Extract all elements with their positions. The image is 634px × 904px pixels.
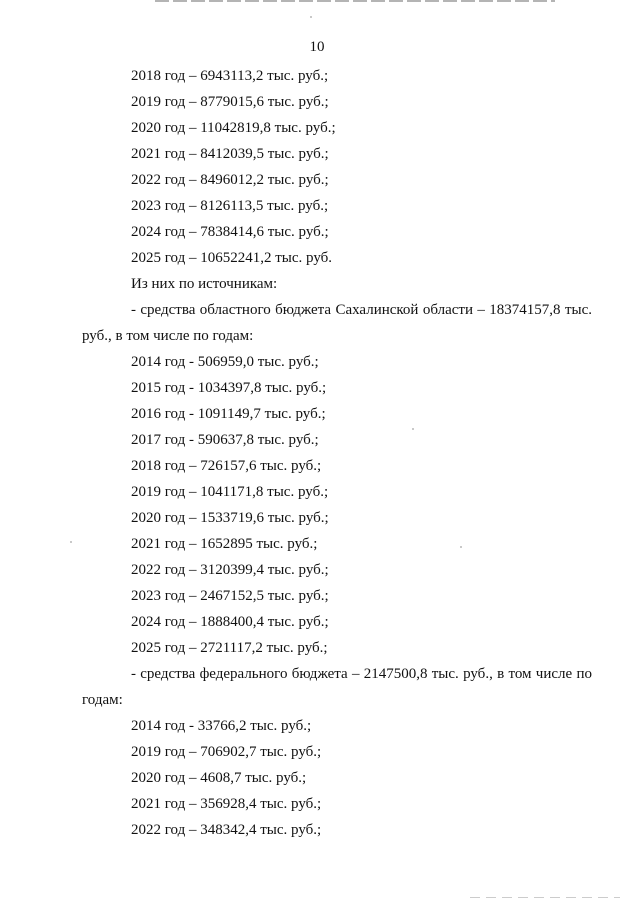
funding-line: 2020 год – 11042819,8 тыс. руб.;: [131, 120, 336, 136]
federal-budget-intro-cont: годам:: [82, 692, 123, 708]
regional-budget-intro: - средства областного бюджета Сахалинской области – 18374157,8 тыс.: [131, 302, 592, 318]
scan-bottom-edge: [470, 897, 620, 898]
funding-line: 2018 год – 6943113,2 тыс. руб.;: [131, 68, 329, 84]
scan-speck: [70, 541, 72, 543]
regional-year-line: 2014 год - 506959,0 тыс. руб.;: [131, 354, 319, 370]
federal-year-line: 2014 год - 33766,2 тыс. руб.;: [131, 718, 312, 734]
regional-year-line: 2019 год – 1041171,8 тыс. руб.;: [131, 484, 329, 500]
funding-line: 2019 год – 8779015,6 тыс. руб.;: [131, 94, 329, 110]
regional-year-line: 2021 год – 1652895 тыс. руб.;: [131, 536, 318, 552]
page-number: 10: [309, 39, 325, 55]
regional-year-line: 2025 год – 2721117,2 тыс. руб.;: [131, 640, 328, 656]
funding-line: 2025 год – 10652241,2 тыс. руб.: [131, 250, 333, 266]
regional-year-line: 2024 год – 1888400,4 тыс. руб.;: [131, 614, 329, 630]
regional-year-line: 2017 год - 590637,8 тыс. руб.;: [131, 432, 319, 448]
regional-year-line: 2016 год - 1091149,7 тыс. руб.;: [131, 406, 326, 422]
federal-budget-intro: - средства федерального бюджета – 2147500,8 тыс. руб., в том числе по: [131, 666, 592, 682]
regional-year-line: 2020 год – 1533719,6 тыс. руб.;: [131, 510, 329, 526]
funding-line: 2021 год – 8412039,5 тыс. руб.;: [131, 146, 329, 162]
federal-year-line: 2019 год – 706902,7 тыс. руб.;: [131, 744, 322, 760]
federal-year-line: 2022 год – 348342,4 тыс. руб.;: [131, 822, 322, 838]
sources-heading: Из них по источникам:: [131, 276, 278, 292]
regional-year-line: 2018 год – 726157,6 тыс. руб.;: [131, 458, 322, 474]
funding-line: 2023 год – 8126113,5 тыс. руб.;: [131, 198, 329, 214]
funding-line: 2024 год – 7838414,6 тыс. руб.;: [131, 224, 329, 240]
funding-line: 2022 год – 8496012,2 тыс. руб.;: [131, 172, 329, 188]
federal-year-line: 2021 год – 356928,4 тыс. руб.;: [131, 796, 322, 812]
scan-speck: [460, 546, 462, 548]
scan-top-edge: [155, 0, 555, 2]
regional-year-line: 2015 год - 1034397,8 тыс. руб.;: [131, 380, 327, 396]
regional-year-line: 2023 год – 2467152,5 тыс. руб.;: [131, 588, 329, 604]
federal-year-line: 2020 год – 4608,7 тыс. руб.;: [131, 770, 307, 786]
regional-budget-intro-cont: руб., в том числе по годам:: [82, 328, 254, 344]
regional-year-line: 2022 год – 3120399,4 тыс. руб.;: [131, 562, 329, 578]
scan-speck: [412, 428, 414, 430]
scan-speck: [310, 16, 312, 18]
